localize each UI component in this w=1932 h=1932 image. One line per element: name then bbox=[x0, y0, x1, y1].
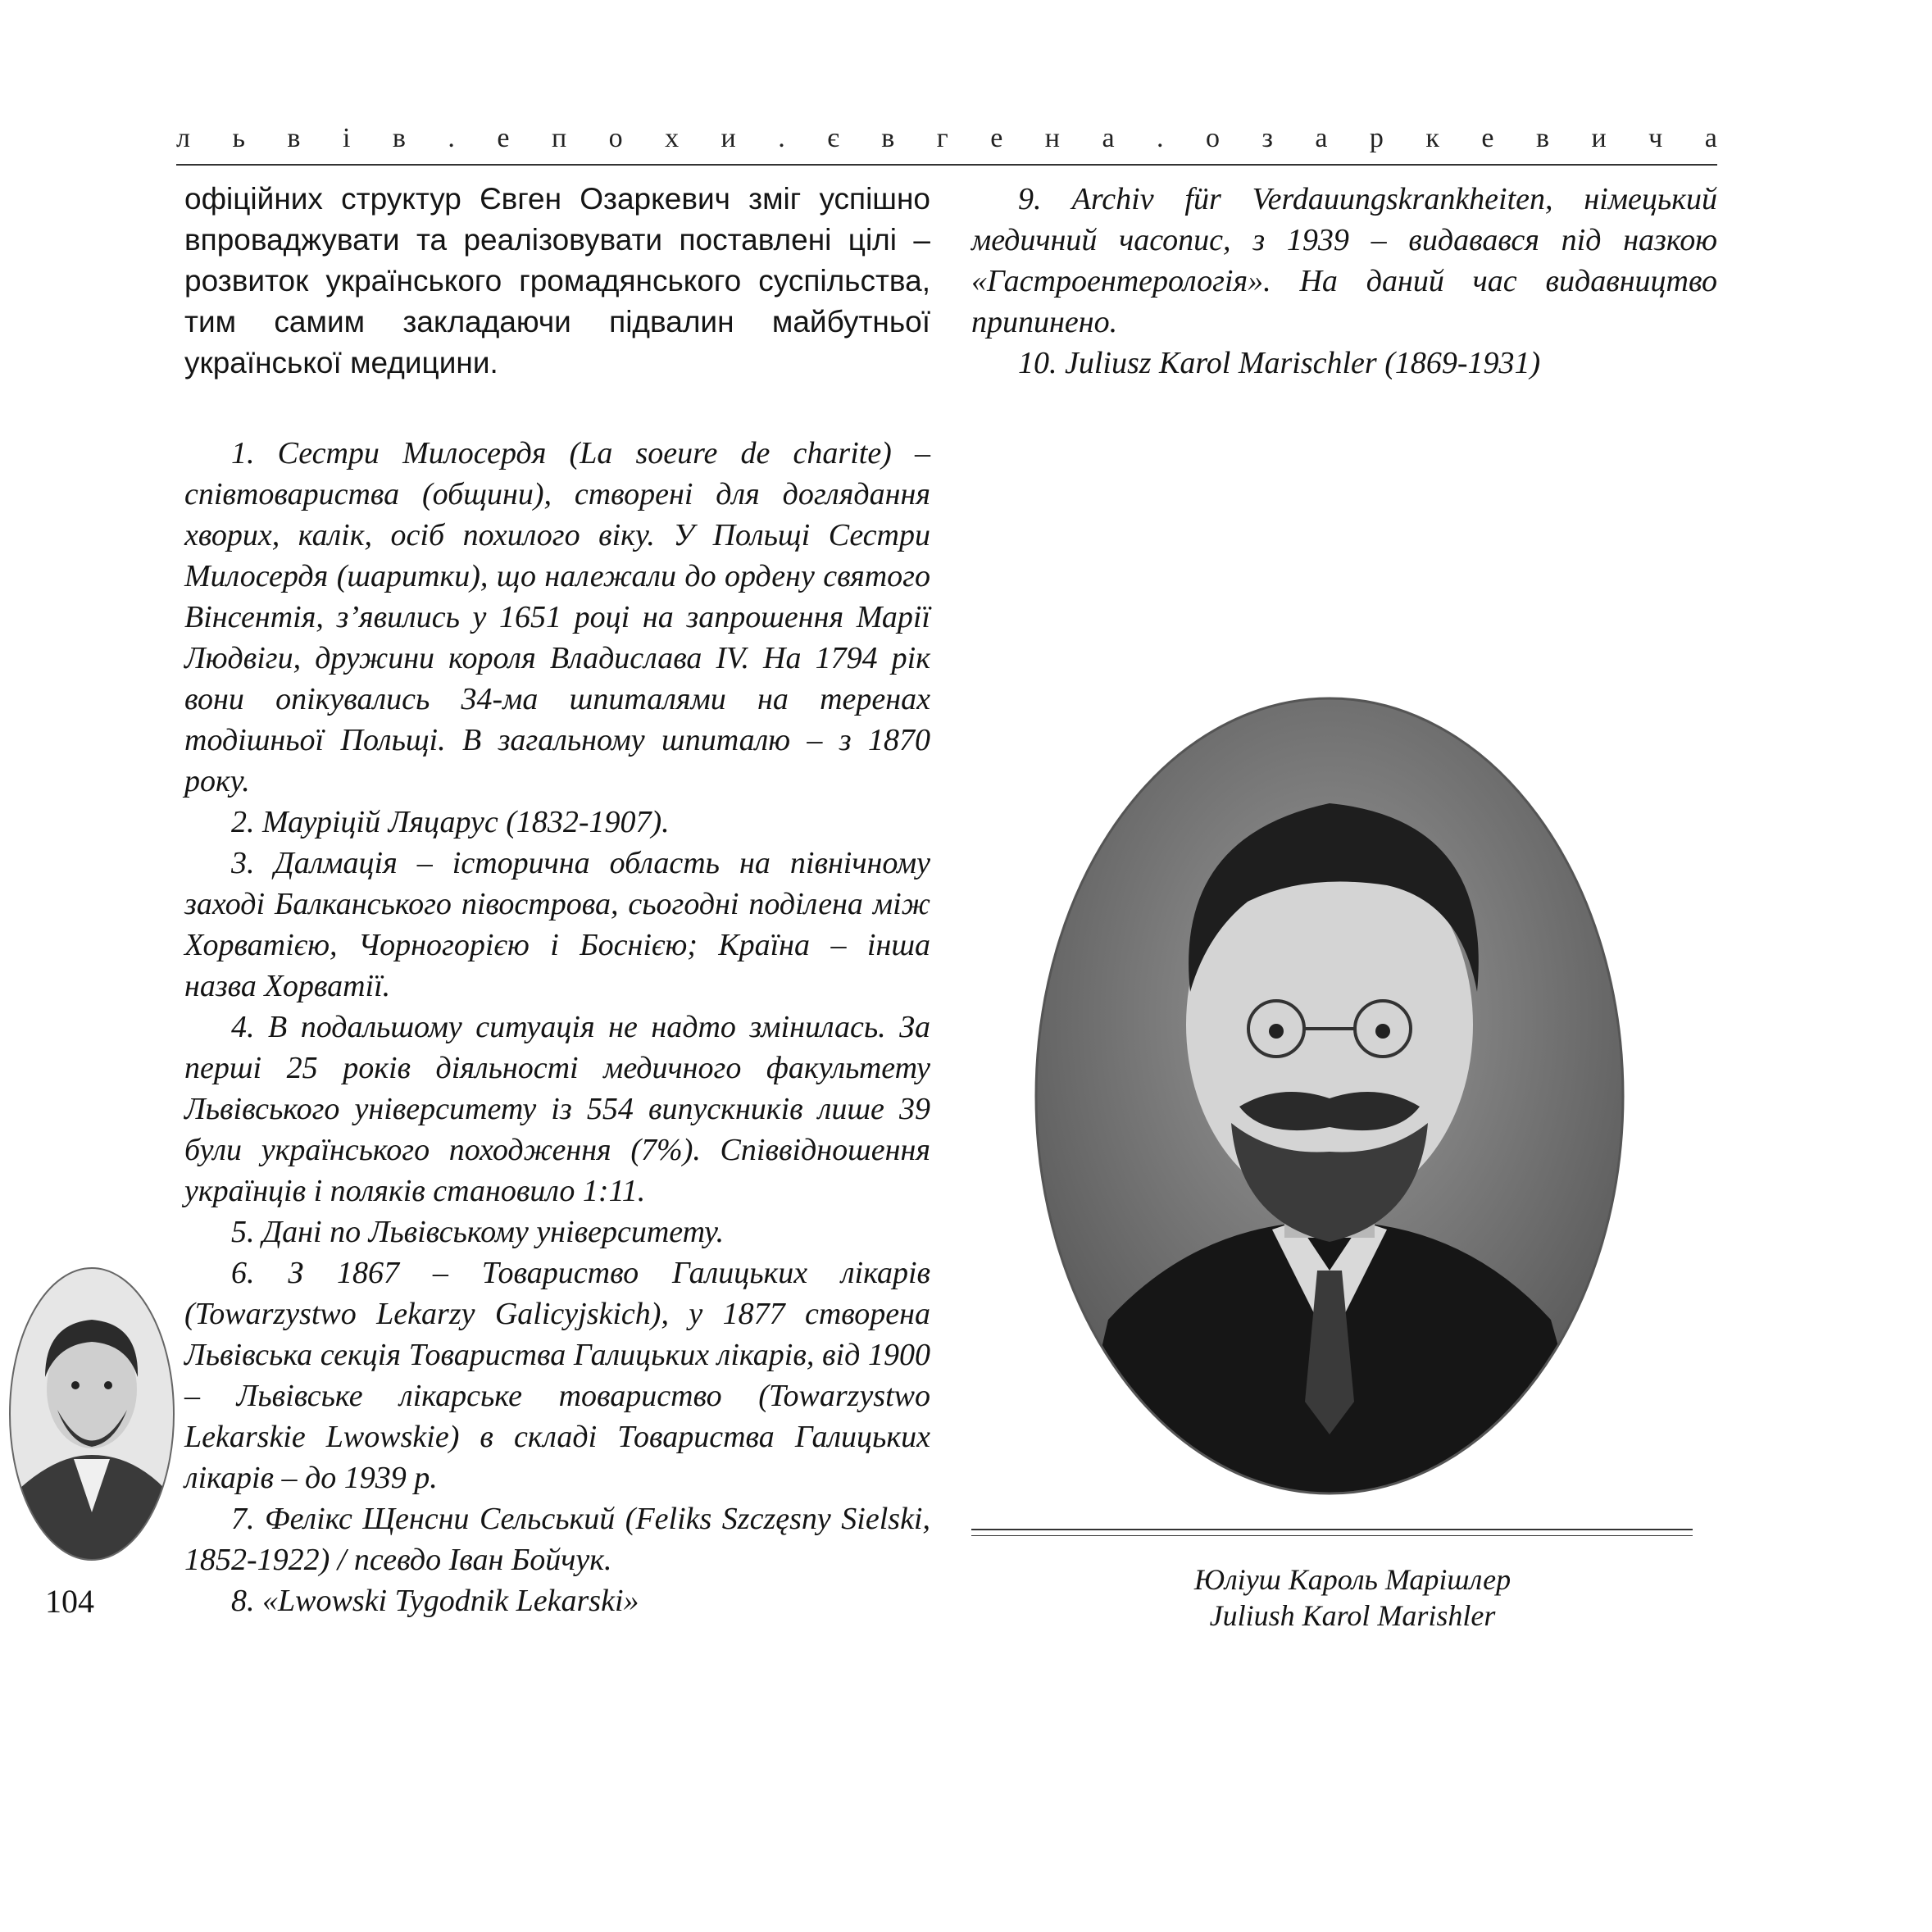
caption-line-1: Юліуш Кароль Марішлер bbox=[1193, 1563, 1512, 1596]
note-8: 8. «Lwowski Tygodnik Lekarski» bbox=[231, 1584, 639, 1618]
caption-rule-top bbox=[971, 1529, 1693, 1530]
note-9: 9. Archiv für Verdauungskrankheiten, німецький медичний часопис, з 1939 – видавався під назкою «Гастроентерологія». На даний час видавництво припинено. bbox=[971, 182, 1717, 339]
running-header bbox=[176, 123, 1717, 154]
note-4: 4. В подальшому ситуація не надто змінилась. За перші 25 років діяльності медичного факультету Львівського університету із 554 випускників лише 39 були українського походження (7%). Співвідношення українців і поляків становило 1:11. bbox=[184, 1010, 930, 1208]
note-3: 3. Далмація – історична область на північному заході Балканського півострова, сьогодні поділена між Хорватією, Чорногорією і Боснією; Країна – інша назва Хорватії. bbox=[184, 846, 930, 1003]
page-number: 104 bbox=[45, 1583, 94, 1620]
main-paragraph: офіційних структур Євген Озаркевич зміг успішно впроваджувати та реалізовувати поставлені цілі – розвиток українського громадянського суспільства, тим самим закладаючи підвалин майбутньої української медицини. bbox=[184, 182, 930, 380]
note-5: 5. Дані по Львівському університету. bbox=[231, 1215, 725, 1249]
left-notes bbox=[184, 433, 930, 1621]
header-rule bbox=[176, 164, 1717, 166]
note-2: 2. Мауріцій Ляцарус (1832-1907). bbox=[231, 805, 670, 839]
note-7: 7. Фелікс Щенсни Сельський (Feliks Szczęsny Sielski, 1852-1922) / псевдо Іван Бойчук. bbox=[184, 1502, 930, 1577]
note-10: 10. Juliusz Karol Marischler (1869-1931) bbox=[1018, 346, 1541, 380]
portrait-large-image bbox=[1034, 697, 1625, 1496]
right-notes bbox=[971, 179, 1717, 384]
caption-line-2: Juliush Karol Marishler bbox=[1209, 1599, 1496, 1632]
running-title: л ь в і в . е п о х и . є в г е н а . о з а р к е в и ч а bbox=[176, 123, 1717, 153]
portrait-caption bbox=[984, 1562, 1721, 1634]
note-1: 1. Сестри Милосердя (La soeure de charite) – співтовариства (общини), створені для доглядання хворих, калік, осіб похилого віку. У Польщі Сестри Милосердя (шаритки), що належали до ордену святого Вінсентія, з’явились у 1651 році на запрошення Марії Людвіги, дружини короля Владислава IV. На 1794 рік вони опікувались 34-ма шпиталями на теренах тодішньої Польщі. В загальному шпиталю – з 1870 року. bbox=[184, 436, 930, 798]
note-6: 6. З 1867 – Товариство Галицьких лікарів (Towarzystwo Lekarzy Galicyjskich), у 1877 створена Львівська секція Товариства Галицьких лікарів, від 1900 – Львівське лікарське товариство (Towarzystwo Lekarskie Lwowskie) в складі Товариства Галицьких лікарів – до 1939 р. bbox=[184, 1256, 930, 1495]
portrait-small-image bbox=[8, 1266, 176, 1562]
left-column bbox=[184, 179, 930, 384]
caption-rule-bottom bbox=[971, 1535, 1693, 1536]
